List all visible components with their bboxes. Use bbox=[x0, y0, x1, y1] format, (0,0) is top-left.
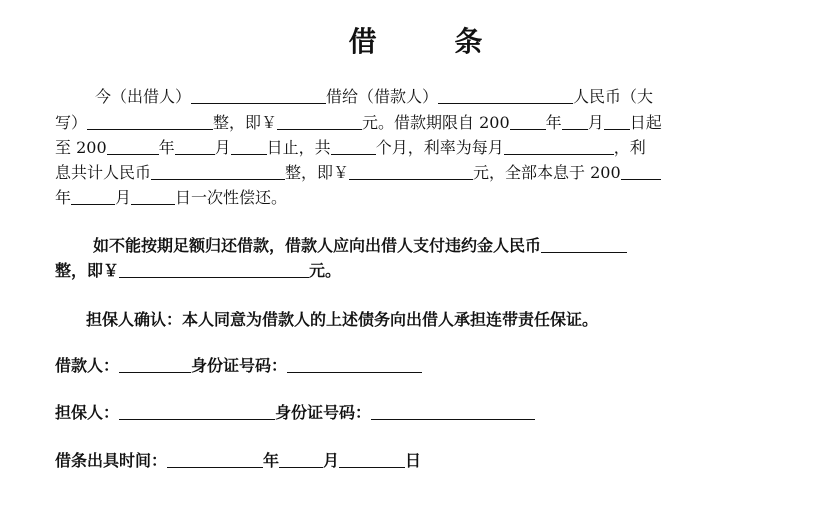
borrower-row bbox=[55, 355, 422, 377]
para1-line3 bbox=[55, 137, 646, 159]
amount-upper-blank[interactable] bbox=[87, 113, 213, 130]
lender-name-blank[interactable] bbox=[191, 87, 326, 104]
guarantee-statement: 担保人确认：本人同意为借款人的上述债务向出借人承担连带责任保证。 bbox=[86, 310, 599, 329]
month-label: 月 bbox=[587, 113, 604, 132]
amount-numeric-label: 整，即￥ bbox=[213, 113, 278, 132]
upper-close-label: 写） bbox=[55, 113, 88, 132]
borrower-to-label: 借给（借款人） bbox=[326, 87, 439, 106]
interest-upper-blank[interactable] bbox=[151, 163, 285, 180]
issue-day-field[interactable] bbox=[339, 451, 405, 468]
para1-line4 bbox=[55, 162, 661, 184]
borrower-id-field[interactable] bbox=[287, 356, 422, 373]
year-label: 年 bbox=[55, 188, 72, 207]
penalty-line2 bbox=[55, 260, 341, 282]
borrower-id-label: 身份证号码： bbox=[191, 356, 288, 375]
penalty-numeric-label: 整，即￥ bbox=[55, 261, 120, 280]
issue-month-field[interactable] bbox=[279, 451, 323, 468]
issue-year-field[interactable] bbox=[167, 451, 263, 468]
repay-year-blank[interactable] bbox=[621, 163, 661, 180]
para1-line1 bbox=[95, 86, 653, 108]
penalty-line1 bbox=[93, 235, 627, 257]
issue-date-label: 借条出具时间： bbox=[55, 451, 168, 470]
guarantor-id-field[interactable] bbox=[371, 403, 535, 420]
monthly-rate-blank[interactable] bbox=[504, 138, 614, 155]
borrower-label: 借款人： bbox=[55, 356, 120, 375]
interest-total-label: 息共计人民币 bbox=[55, 163, 152, 182]
year-label: 年 bbox=[545, 113, 562, 132]
borrower-signature-field[interactable] bbox=[119, 356, 191, 373]
penalty-upper-blank[interactable] bbox=[541, 236, 627, 253]
month-label: 月 bbox=[323, 451, 340, 470]
interest-label: ，利 bbox=[613, 138, 646, 157]
repay-date-label: 元，全部本息于 200 bbox=[473, 163, 621, 182]
day-label: 日 bbox=[405, 451, 422, 470]
interest-numeric-label: 整，即￥ bbox=[285, 163, 350, 182]
start-month-blank[interactable] bbox=[562, 113, 588, 130]
period-start-label: 元。借款期限自 200 bbox=[362, 113, 510, 132]
end-total-label: 日止，共 bbox=[266, 138, 331, 157]
day-start-label: 日起 bbox=[629, 113, 662, 132]
guarantor-label: 担保人： bbox=[55, 403, 120, 422]
year-label: 年 bbox=[158, 138, 175, 157]
end-year-blank[interactable] bbox=[107, 138, 159, 155]
end-day-blank[interactable] bbox=[231, 138, 267, 155]
yuan-label: 元。 bbox=[309, 261, 342, 280]
start-year-blank[interactable] bbox=[510, 113, 546, 130]
end-month-blank[interactable] bbox=[175, 138, 215, 155]
months-count-blank[interactable] bbox=[331, 138, 376, 155]
lender-label: 今（出借人） bbox=[95, 87, 192, 106]
para1-line2 bbox=[55, 112, 662, 134]
repay-day-blank[interactable] bbox=[131, 188, 175, 205]
borrower-name-blank[interactable] bbox=[438, 87, 573, 104]
monthly-rate-label: 个月，利率为每月 bbox=[375, 138, 504, 157]
issue-date-row bbox=[55, 450, 421, 472]
para1-line5 bbox=[55, 187, 287, 209]
guarantor-row bbox=[55, 402, 535, 424]
year-label: 年 bbox=[263, 451, 280, 470]
guarantor-signature-field[interactable] bbox=[119, 403, 275, 420]
penalty-numeric-blank[interactable] bbox=[119, 261, 309, 278]
start-day-blank[interactable] bbox=[604, 113, 630, 130]
repay-once-label: 日一次性偿还。 bbox=[175, 188, 288, 207]
guarantor-id-label: 身份证号码： bbox=[275, 403, 372, 422]
interest-numeric-blank[interactable] bbox=[349, 163, 473, 180]
document-title: 借 条 bbox=[348, 25, 517, 58]
penalty-text: 如不能按期足额归还借款，借款人应向出借人支付违约金人民币 bbox=[93, 236, 542, 255]
rmb-upper-label: 人民币（大 bbox=[573, 87, 654, 106]
period-end-label: 至 200 bbox=[55, 138, 107, 157]
repay-month-blank[interactable] bbox=[71, 188, 115, 205]
amount-numeric-blank[interactable] bbox=[277, 113, 362, 130]
month-label: 月 bbox=[115, 188, 132, 207]
month-label: 月 bbox=[214, 138, 231, 157]
